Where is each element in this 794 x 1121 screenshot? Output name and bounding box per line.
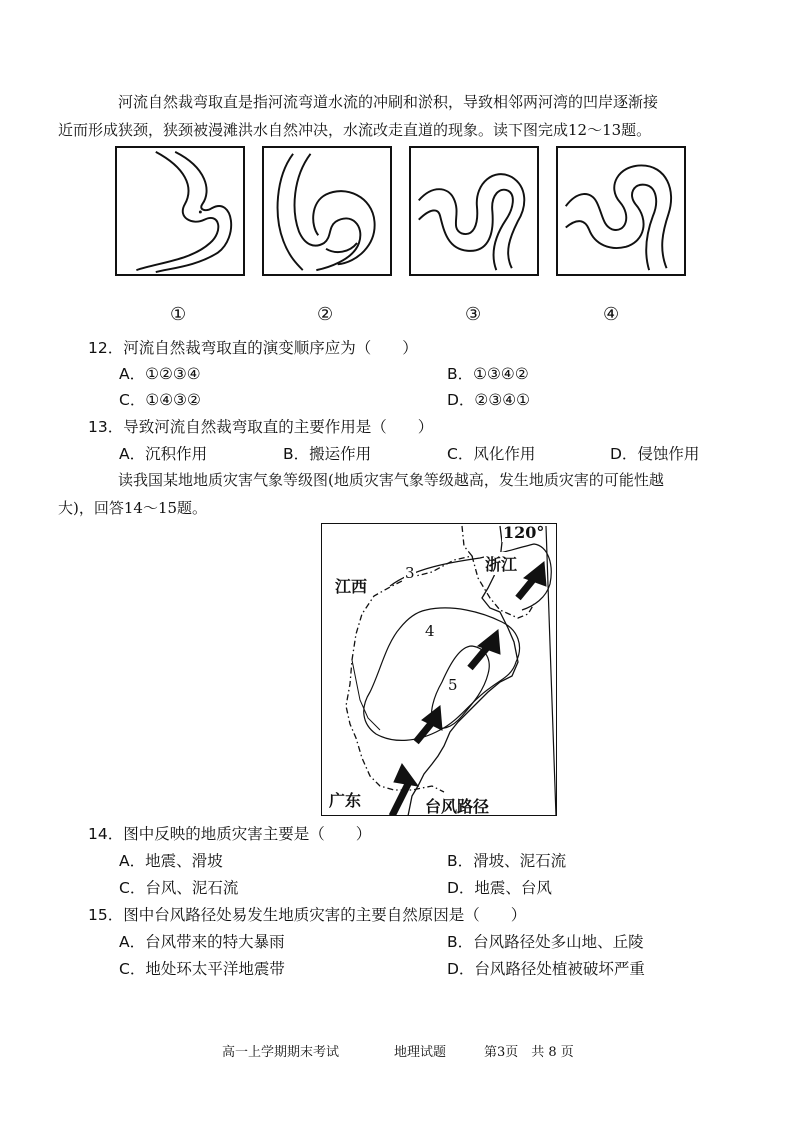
meander-panel-4 xyxy=(556,146,686,276)
panel-label-2: ② xyxy=(317,304,334,325)
q14-option-d[interactable]: D．地震、台风 xyxy=(447,879,552,897)
isoline-label-5: 5 xyxy=(448,676,458,694)
q13-option-b[interactable]: B．搬运作用 xyxy=(283,445,372,463)
question-14-stem: 14．图中反映的地质灾害主要是（ ） xyxy=(88,825,372,843)
q13-option-c[interactable]: C．风化作用 xyxy=(447,445,536,463)
meander-diagram-1 xyxy=(117,148,243,274)
intro-2-line-2: 大)，回答14～15题。 xyxy=(58,499,208,517)
isoline-label-4: 4 xyxy=(425,622,435,640)
panel-label-3: ③ xyxy=(465,304,482,325)
q15-option-c[interactable]: C．地处环太平洋地震带 xyxy=(119,960,285,978)
geological-hazard-map xyxy=(321,523,557,816)
intro-2-line-1: 读我国某地地质灾害气象等级图(地质灾害气象等级越高，发生地质灾害的可能性越 xyxy=(118,471,664,489)
q12-option-c[interactable]: C．①④③② xyxy=(119,391,201,409)
question-12-stem: 12．河流自然裁弯取直的演变顺序应为（ ） xyxy=(88,339,418,357)
meander-diagram-4 xyxy=(558,148,684,274)
meander-panel-3 xyxy=(409,146,539,276)
q13-option-d[interactable]: D．侵蚀作用 xyxy=(610,445,700,463)
panel-label-1: ① xyxy=(170,304,187,325)
intro-1-line-1: 河流自然裁弯取直是指河流弯道水流的冲刷和淤积，导致相邻两河湾的凹岸逐渐接 xyxy=(118,93,659,111)
map-label-zhejiang: 浙江 xyxy=(484,552,518,575)
q14-option-c[interactable]: C．台风、泥石流 xyxy=(119,879,239,897)
q14-option-b[interactable]: B．滑坡、泥石流 xyxy=(447,852,567,870)
question-15-stem: 15．图中台风路径处易发生地质灾害的主要自然原因是（ ） xyxy=(88,906,527,924)
typhoon-path-arrows xyxy=(392,562,546,816)
meander-panel-1 xyxy=(115,146,245,276)
q12-option-a[interactable]: A．①②③④ xyxy=(119,365,201,383)
q12-option-b[interactable]: B．①③④② xyxy=(447,365,529,383)
intro-1-line-2: 近而形成狭颈，狭颈被漫滩洪水自然冲决，水流改走直道的现象。读下图完成12～13题。 xyxy=(58,121,652,139)
meander-diagram-2 xyxy=(264,148,390,274)
q12-option-d[interactable]: D．②③④① xyxy=(447,391,531,409)
map-label-guangdong: 广东 xyxy=(328,788,362,811)
q15-option-d[interactable]: D．台风路径处植被破坏严重 xyxy=(447,960,645,978)
q14-option-a[interactable]: A．地震、滑坡 xyxy=(119,852,223,870)
map-label-typhoon-path: 台风路径 xyxy=(424,794,490,816)
intro-paragraph-2 xyxy=(58,466,716,522)
footer-page-number: 第3页 共 8 页 xyxy=(484,1045,574,1060)
q15-option-b[interactable]: B．台风路径处多山地、丘陵 xyxy=(447,933,644,951)
intro-paragraph-1 xyxy=(58,88,716,144)
q13-option-a[interactable]: A．沉积作用 xyxy=(119,445,208,463)
question-13-stem: 13．导致河流自然裁弯取直的主要作用是（ ） xyxy=(88,418,434,436)
footer-exam-name: 高一上学期期末考试 xyxy=(222,1045,340,1060)
footer-subject: 地理试题 xyxy=(394,1045,447,1060)
hazard-map-drawing xyxy=(322,524,557,816)
meander-diagram-3 xyxy=(411,148,537,274)
panel-label-4: ④ xyxy=(603,304,620,325)
map-longitude-label: 120° xyxy=(503,523,545,542)
map-label-jiangxi: 江西 xyxy=(334,574,368,597)
meander-panel-2 xyxy=(262,146,392,276)
q15-option-a[interactable]: A．台风带来的特大暴雨 xyxy=(119,933,285,951)
isoline-label-3: 3 xyxy=(405,564,415,582)
